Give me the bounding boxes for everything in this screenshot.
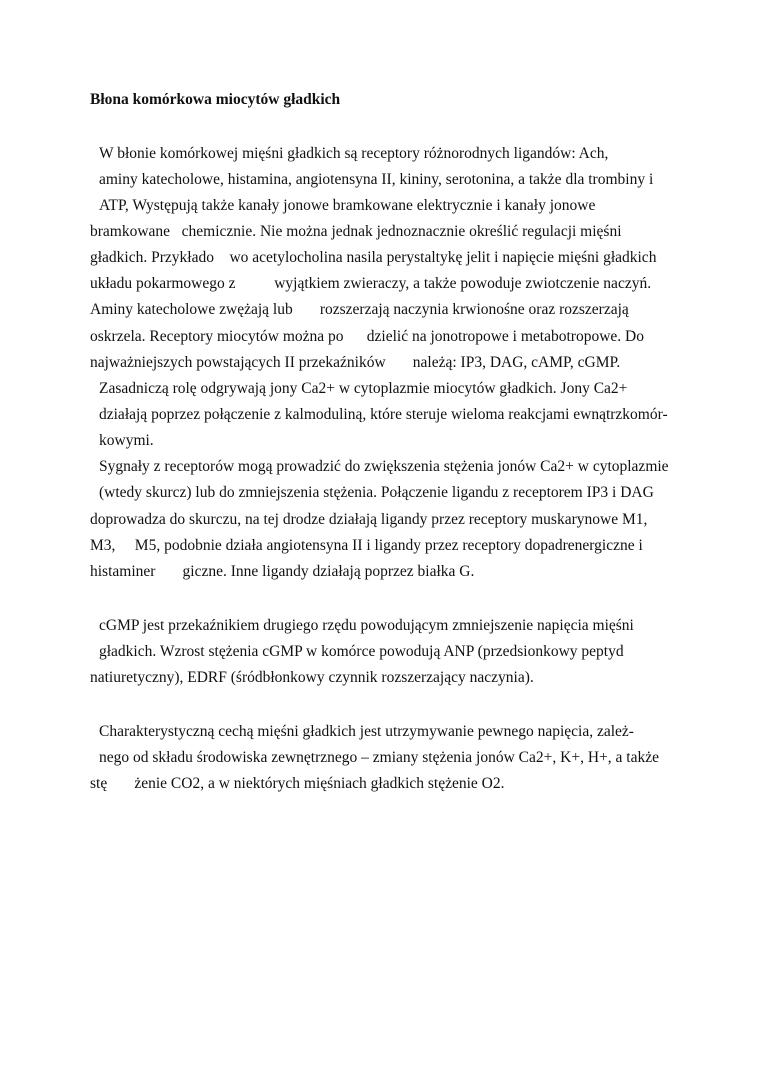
text-line-6: układu pokarmowego z wyjątkiem zwieraczy, a także powoduje zwiotczenie naczyń. bbox=[90, 275, 652, 292]
text-line-22: nego od składu środowiska zewnętrznego – zmiany stężenia jonów Ca2+, K+, H+, a także bbox=[99, 749, 659, 766]
text-line-15: doprowadza do skurczu, na tej drodze działają ligandy przez receptory muskarynowe M1, bbox=[90, 511, 648, 528]
text-line-10: Zasadniczą rolę odgrywają jony Ca2+ w cytoplazmie miocytów gładkich. Jony Ca2+ bbox=[99, 380, 628, 397]
text-line-1: W błonie komórkowej mięśni gładkich są receptory różnorodnych ligandów: Ach, bbox=[99, 145, 609, 162]
text-line-19: gładkich. Wzrost stężenia cGMP w komórce powodują ANP (przedsionkowy peptyd bbox=[99, 643, 624, 660]
text-line-13: Sygnały z receptorów mogą prowadzić do zwiększenia stężenia jonów Ca2+ w cytoplazmie bbox=[99, 458, 669, 475]
text-line-8: oskrzela. Receptory miocytów można po dzielić na jonotropowe i metabotropowe. Do bbox=[90, 328, 644, 345]
text-line-2: aminy katecholowe, histamina, angiotensyna II, kininy, serotonina, a także dla trombiny i bbox=[99, 171, 654, 188]
text-line-7: Aminy katecholowe zwężają lub rozszerzają naczynia krwionośne oraz rozszerzają bbox=[90, 301, 629, 318]
text-line-9: najważniejszych powstających II przekaźników należą: IP3, DAG, cAMP, cGMP. bbox=[90, 354, 621, 371]
text-line-12: kowymi. bbox=[99, 432, 154, 449]
text-line-11: działają poprzez połączenie z kalmoduliną, które steruje wieloma reakcjami ewnątrzkomór- bbox=[99, 406, 668, 423]
document-title: Błona komórkowa miocytów gładkich bbox=[90, 91, 341, 108]
text-line-17: histaminer giczne. Inne ligandy działają poprzez białka G. bbox=[90, 563, 475, 580]
text-line-5: gładkich. Przykłado wo acetylocholina nasila perystaltykę jelit i napięcie mięśni gładkich bbox=[90, 249, 657, 266]
text-line-3: ATP, Występują także kanały jonowe bramkowane elektrycznie i kanały jonowe bbox=[99, 197, 596, 214]
text-line-21: Charakterystyczną cechą mięśni gładkich jest utrzymywanie pewnego napięcia, zależ- bbox=[99, 723, 634, 740]
text-line-23: stę żenie CO2, a w niektórych mięśniach gładkich stężenie O2. bbox=[90, 775, 505, 792]
text-line-20: natiuretyczny), EDRF (śródbłonkowy czynnik rozszerzający naczynia). bbox=[90, 669, 534, 686]
text-line-14: (wtedy skurcz) lub do zmniejszenia stężenia. Połączenie ligandu z receptorem IP3 i DAG bbox=[99, 484, 654, 501]
text-line-16: M3, M5, podobnie działa angiotensyna II i ligandy przez receptory dopadrenergiczne i bbox=[90, 537, 643, 554]
text-line-18: cGMP jest przekaźnikiem drugiego rzędu powodującym zmniejszenie napięcia mięśni bbox=[99, 617, 634, 634]
text-line-4: bramkowane chemicznie. Nie można jednak jednoznacznie określić regulacji mięśni bbox=[90, 223, 622, 240]
